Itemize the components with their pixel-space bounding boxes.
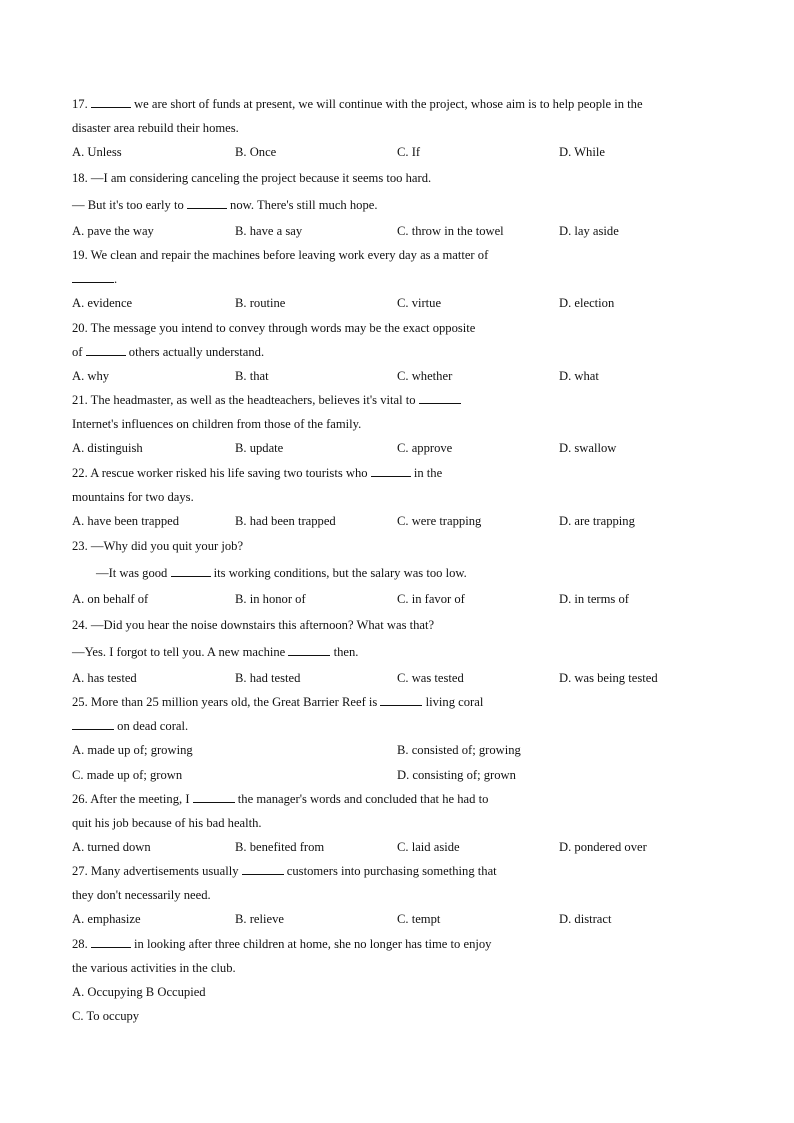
q19-option-a: A. evidence <box>72 296 133 310</box>
q23-option-d: D. in terms of <box>559 592 629 606</box>
q22-stem-cont: mountains for two days. <box>72 490 194 504</box>
q22-option-c: C. were trapping <box>397 514 482 528</box>
answer-blank <box>91 97 131 108</box>
q25-stem: 25. More than 25 million years old, the Great Barrier Reef is living coral <box>72 695 484 709</box>
q23-option-c: C. in favor of <box>397 592 465 606</box>
q21-option-d: D. swallow <box>559 441 617 455</box>
q20-stem: 20. The message you intend to convey through words may be the exact opposite <box>72 321 476 335</box>
q26-option-a: A. turned down <box>72 840 151 854</box>
q25-option-b: B. consisted of; growing <box>397 743 521 757</box>
q25-option-d: D. consisting of; grown <box>397 768 516 782</box>
q21-option-b: B. update <box>235 441 284 455</box>
q24-stem: 24. —Did you hear the noise downstairs this afternoon? What was that? <box>72 618 435 632</box>
answer-blank <box>187 198 227 209</box>
answer-blank <box>86 345 126 356</box>
q20-stem-cont: of others actually understand. <box>72 345 265 359</box>
q24-option-a: A. has tested <box>72 671 137 685</box>
q27-option-c: C. tempt <box>397 912 441 926</box>
q19-stem-cont: . <box>72 272 117 287</box>
q23-reply: —It was good its working conditions, but the salary was too low. <box>96 566 467 580</box>
q21-stem-cont: Internet's influences on children from those of the family. <box>72 417 362 431</box>
q26-option-d: D. pondered over <box>559 840 647 854</box>
q22-option-a: A. have been trapped <box>72 514 179 528</box>
answer-blank <box>288 645 330 656</box>
q24-reply: —Yes. I forgot to tell you. A new machine then. <box>72 645 359 659</box>
q26-stem: 26. After the meeting, I the manager's words and concluded that he had to <box>72 792 489 806</box>
q18-option-d: D. lay aside <box>559 224 619 238</box>
q27-stem: 27. Many advertisements usually customers into purchasing something that <box>72 864 497 878</box>
q24-option-c: C. was tested <box>397 671 464 685</box>
q28-stem: 28. in looking after three children at home, she no longer has time to enjoy <box>72 937 492 951</box>
q22-option-b: B. had been trapped <box>235 514 336 528</box>
q28-option-c: C. To occupy <box>72 1009 140 1023</box>
q22-stem: 22. A rescue worker risked his life saving two tourists who in the <box>72 466 443 480</box>
q27-option-d: D. distract <box>559 912 612 926</box>
q27-option-b: B. relieve <box>235 912 284 926</box>
q17-stem-cont: disaster area rebuild their homes. <box>72 121 239 135</box>
q18-option-a: A. pave the way <box>72 224 154 238</box>
q17-option-a: A. Unless <box>72 145 122 159</box>
q17-option-c: C. If <box>397 145 421 159</box>
q17-option-b: B. Once <box>235 145 277 159</box>
q21-option-c: C. approve <box>397 441 453 455</box>
q21-option-a: A. distinguish <box>72 441 143 455</box>
answer-blank <box>72 719 114 730</box>
answer-blank <box>91 937 131 948</box>
answer-blank <box>242 864 284 875</box>
q21-stem: 21. The headmaster, as well as the headteachers, believes it's vital to <box>72 393 461 408</box>
q23-stem: 23. —Why did you quit your job? <box>72 539 244 553</box>
answer-blank <box>380 695 422 706</box>
q19-stem: 19. We clean and repair the machines before leaving work every day as a matter of <box>72 248 489 262</box>
q17-option-d: D. While <box>559 145 605 159</box>
q23-option-b: B. in honor of <box>235 592 306 606</box>
q18-option-c: C. throw in the towel <box>397 224 504 238</box>
q20-option-a: A. why <box>72 369 110 383</box>
answer-blank <box>72 272 114 283</box>
answer-blank <box>419 393 461 404</box>
q20-option-b: B. that <box>235 369 269 383</box>
q25-stem-cont: on dead coral. <box>72 719 188 734</box>
q25-option-c: C. made up of; grown <box>72 768 183 782</box>
answer-blank <box>193 792 235 803</box>
q19-option-d: D. election <box>559 296 615 310</box>
q18-option-b: B. have a say <box>235 224 303 238</box>
q20-option-c: C. whether <box>397 369 453 383</box>
q17-stem: 17. we are short of funds at present, we will continue with the project, whose aim is to help people in the <box>72 97 643 111</box>
q19-option-b: B. routine <box>235 296 286 310</box>
q24-option-b: B. had tested <box>235 671 301 685</box>
q24-option-d: D. was being tested <box>559 671 658 685</box>
q19-option-c: C. virtue <box>397 296 442 310</box>
q22-option-d: D. are trapping <box>559 514 635 528</box>
q18-stem: 18. —I am considering canceling the project because it seems too hard. <box>72 171 432 185</box>
q18-reply: — But it's too early to now. There's still much hope. <box>72 198 378 212</box>
q26-option-b: B. benefited from <box>235 840 325 854</box>
q20-option-d: D. what <box>559 369 599 383</box>
q28-stem-cont: the various activities in the club. <box>72 961 236 975</box>
answer-blank <box>171 566 211 577</box>
q26-stem-cont: quit his job because of his bad health. <box>72 816 262 830</box>
q25-option-a: A. made up of; growing <box>72 743 193 757</box>
q26-option-c: C. laid aside <box>397 840 460 854</box>
answer-blank <box>371 466 411 477</box>
q27-option-a: A. emphasize <box>72 912 141 926</box>
q27-stem-cont: they don't necessarily need. <box>72 888 211 902</box>
q23-option-a: A. on behalf of <box>72 592 149 606</box>
q28-option-ab: A. Occupying B Occupied <box>72 985 206 999</box>
